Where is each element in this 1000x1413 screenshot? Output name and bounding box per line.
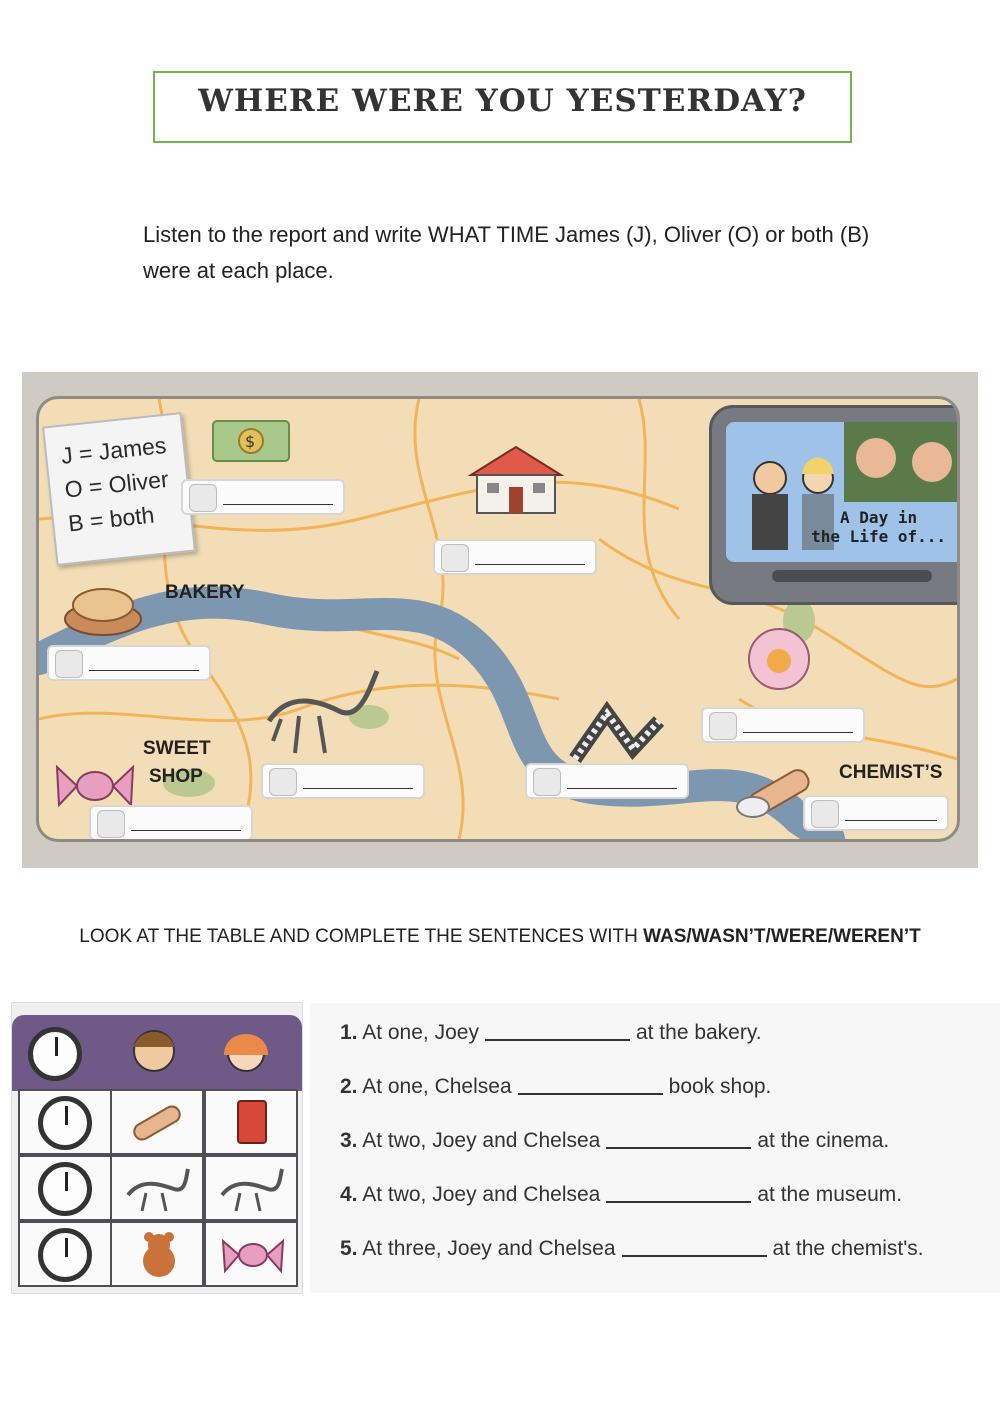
sweet-shop-label-line2: SHOP	[149, 766, 203, 787]
table-instructions-text: LOOK AT THE TABLE AND COMPLETE THE SENTENCES WITH	[79, 926, 644, 947]
girl-chelsea-icon	[216, 1021, 276, 1087]
tv-report	[709, 405, 960, 605]
answer-checkbox[interactable]	[269, 768, 297, 796]
time-cell-three	[18, 1221, 112, 1287]
tv-screen	[726, 422, 960, 562]
answer-checkbox[interactable]	[55, 650, 83, 678]
answer-box-museum[interactable]	[261, 763, 425, 799]
sentence-1	[340, 1021, 762, 1045]
listening-instructions: Listen to the report and write WHAT TIME James (J), Oliver (O) or both (B) were at each place.	[143, 222, 870, 283]
dinosaur-skeleton-icon	[259, 661, 389, 761]
book-icon	[232, 1097, 272, 1149]
pet-shop-paw-icon	[739, 615, 819, 695]
answer-box-sweet-shop[interactable]	[89, 805, 253, 841]
clock-one-icon	[38, 1096, 92, 1150]
table-instructions-bold: WAS/WASN’T/WERE/WEREN’T	[643, 926, 921, 947]
bakery-label: BAKERY	[165, 582, 245, 603]
joey-one-cell	[110, 1089, 204, 1155]
sentence-number: 5.	[340, 1237, 358, 1260]
sentence-text-after: at the chemist's.	[772, 1237, 924, 1260]
time-cell-two	[18, 1155, 112, 1221]
sentence-number: 1.	[340, 1021, 358, 1044]
answer-box-bakery[interactable]	[47, 645, 211, 681]
sentence-4	[340, 1183, 902, 1207]
worksheet-title: WHERE WERE YOU YESTERDAY?	[198, 83, 807, 119]
money-icon	[209, 415, 299, 471]
tv-stand	[772, 570, 932, 582]
chelsea-two-cell	[204, 1155, 298, 1221]
sentence-3	[340, 1129, 889, 1153]
tv-caption-line1: A Day in	[840, 508, 918, 527]
title-box	[153, 71, 852, 143]
clock-two-icon	[38, 1162, 92, 1216]
joey-three-cell	[110, 1221, 204, 1287]
teddy-bear-icon	[132, 1229, 186, 1283]
legend-card	[42, 412, 196, 566]
tv-caption-line2: the Life of...	[811, 527, 946, 546]
clock-icon	[28, 1027, 82, 1081]
answer-box-cinema[interactable]	[525, 763, 689, 799]
chelsea-one-cell	[204, 1089, 298, 1155]
fill-blank-4[interactable]	[606, 1201, 751, 1203]
sentence-text-after: at the cinema.	[757, 1129, 890, 1152]
sweet-shop-label-line1: SWEET	[143, 738, 211, 759]
sentence-text-before: At two, Joey and Chelsea	[362, 1183, 601, 1206]
bakery-bread-icon	[59, 575, 149, 641]
joey-two-cell	[110, 1155, 204, 1221]
sentence-5	[340, 1237, 924, 1261]
bookshop-house-icon	[461, 443, 571, 523]
fill-blank-3[interactable]	[606, 1147, 751, 1149]
sentence-text-before: At three, Joey and Chelsea	[362, 1237, 616, 1260]
sentence-text-after: book shop.	[668, 1075, 772, 1098]
sentence-number: 3.	[340, 1129, 358, 1152]
fill-blank-2[interactable]	[518, 1093, 663, 1095]
chelsea-three-cell	[204, 1221, 298, 1287]
tv-caption	[811, 508, 946, 546]
table-header	[12, 1015, 302, 1091]
sentence-text-before: At one, Joey	[362, 1021, 479, 1044]
sentence-text-after: at the bakery.	[635, 1021, 762, 1044]
answer-box-money[interactable]	[181, 479, 345, 515]
sentence-number: 4.	[340, 1183, 358, 1206]
dinosaur-icon	[216, 1165, 286, 1213]
answer-checkbox[interactable]	[811, 800, 839, 828]
sentence-2	[340, 1075, 771, 1099]
fill-blank-5[interactable]	[622, 1255, 767, 1257]
boy-joey-icon	[124, 1021, 184, 1087]
sentence-text-before: At two, Joey and Chelsea	[362, 1129, 601, 1152]
dinosaur-icon	[122, 1165, 192, 1213]
legend-oliver: O = Oliver	[63, 465, 170, 503]
answer-checkbox[interactable]	[189, 484, 217, 512]
answer-checkbox[interactable]	[533, 768, 561, 796]
map-paper	[36, 396, 960, 842]
sentence-text-before: At one, Chelsea	[362, 1075, 512, 1098]
picture-table	[12, 1003, 302, 1293]
svg-text:$: $	[245, 432, 256, 451]
sweet-icon	[220, 1233, 286, 1277]
table-instructions	[0, 926, 1000, 948]
plaster-icon	[124, 1099, 190, 1147]
legend-james: J = James	[59, 431, 168, 469]
chemists-label: CHEMIST’S	[839, 762, 943, 783]
legend-both: B = both	[66, 501, 156, 537]
clock-three-icon	[38, 1228, 92, 1282]
time-cell-one	[18, 1089, 112, 1155]
sentence-number: 2.	[340, 1075, 358, 1098]
answer-checkbox[interactable]	[709, 712, 737, 740]
fill-blank-1[interactable]	[485, 1039, 630, 1041]
answer-box-pet-shop[interactable]	[701, 707, 865, 743]
sentence-text-after: at the museum.	[757, 1183, 903, 1206]
answer-box-chemists[interactable]	[803, 795, 949, 831]
answer-box-bookshop[interactable]	[433, 539, 597, 575]
answer-checkbox[interactable]	[441, 544, 469, 572]
answer-checkbox[interactable]	[97, 810, 125, 838]
town-map	[22, 372, 978, 868]
